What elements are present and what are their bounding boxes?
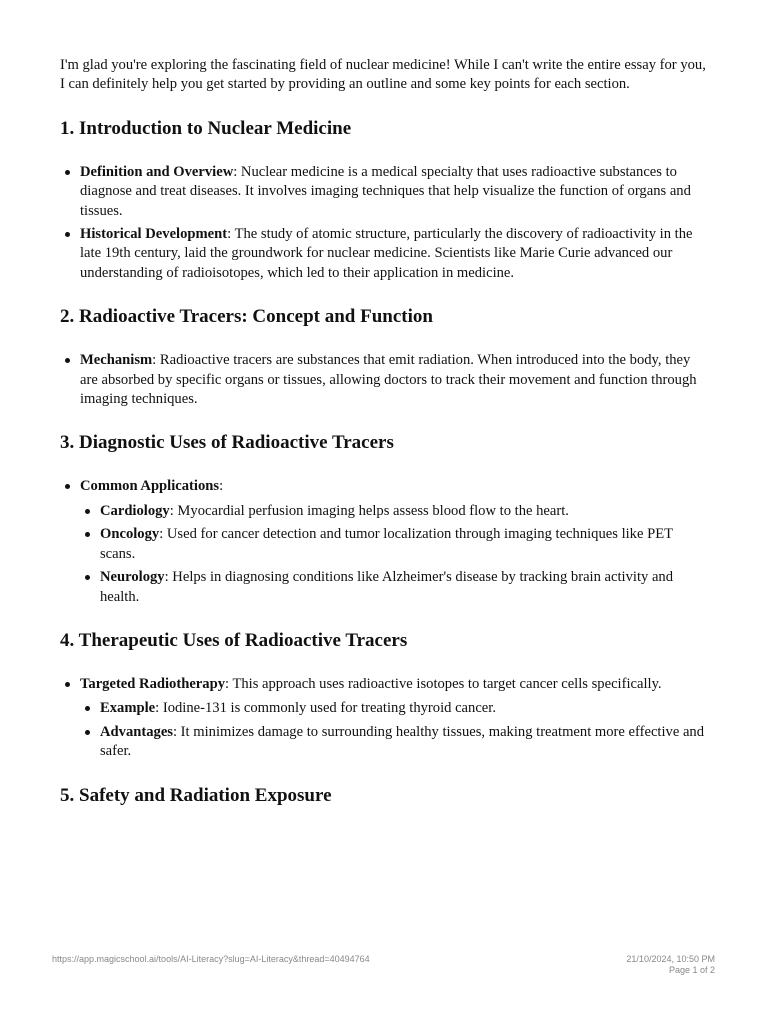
section-list-introduction — [60, 163, 710, 283]
list-item-text: : This approach uses radioactive isotopes to target cancer cells specifically. — [225, 675, 662, 692]
section-heading-therapeutic-uses: 4. Therapeutic Uses of Radioactive Tracers — [60, 629, 408, 651]
sub-list-item-text: : It minimizes damage to surrounding healthy tissues, making treatment more effective and safer. — [100, 723, 705, 760]
list-item-text: : Nuclear medicine is a medical specialty that uses radioactive substances to diagnose and treat diseases. It involves imaging techniques that help visualize the function of organs and tissues. — [80, 163, 691, 219]
section-list-diagnostic-uses — [60, 477, 710, 606]
list-item — [80, 225, 710, 283]
document-body — [60, 56, 710, 808]
list-item — [80, 163, 710, 221]
sub-list-item — [100, 723, 710, 762]
sub-list-item-term: Advantages — [100, 723, 173, 740]
list-item — [80, 477, 710, 606]
section-heading-diagnostic-uses: 3. Diagnostic Uses of Radioactive Tracers — [60, 432, 394, 454]
section-heading-safety: 5. Safety and Radiation Exposure — [60, 784, 332, 806]
list-item-term: Targeted Radiotherapy — [80, 675, 225, 692]
footer-datetime: 21/10/2024, 10:50 PM — [626, 954, 715, 964]
sub-list-item-text: : Iodine-131 is commonly used for treating thyroid cancer. — [155, 700, 496, 717]
section-list-tracers-concept — [60, 351, 710, 409]
sub-list-item-term: Neurology — [100, 569, 165, 586]
sub-list-item — [100, 699, 710, 718]
intro-paragraph: I'm glad you're exploring the fascinating field of nuclear medicine! While I can't write the entire essay for you, I can definitely help you get started by providing an outline and some key points for each section. — [60, 57, 706, 93]
footer-page-number: Page 1 of 2 — [668, 965, 715, 975]
list-item — [80, 351, 710, 409]
list-item-text: : — [219, 478, 224, 495]
sub-list — [80, 699, 710, 761]
list-item-term: Definition and Overview — [80, 163, 234, 180]
footer-meta — [626, 954, 715, 976]
sub-list-item-term: Oncology — [100, 526, 160, 543]
sub-list-item — [100, 525, 710, 564]
list-item-text: : The study of atomic structure, particularly the discovery of radioactivity in the late 19th century, laid the groundwork for nuclear medicine. Scientists like Marie Curie advanced our understanding of radioisotopes, which led to their application in medicine. — [80, 226, 693, 281]
list-item — [80, 675, 710, 762]
list-item-term: Common Applications — [80, 478, 220, 495]
sub-list — [80, 502, 710, 607]
footer-url: https://app.magicschool.ai/tools/AI-Literacy?slug=AI-Literacy&thread=40494764 — [52, 954, 370, 964]
sub-list-item-text: : Used for cancer detection and tumor localization through imaging techniques like PET scans. — [100, 526, 673, 562]
section-heading-tracers-concept: 2. Radioactive Tracers: Concept and Function — [60, 306, 433, 328]
sub-list-item-text: : Helps in diagnosing conditions like Alzheimer's disease by tracking brain activity and health. — [100, 569, 674, 605]
section-list-therapeutic-uses — [60, 675, 710, 762]
list-item-term: Historical Development — [80, 226, 228, 243]
sub-list-item-term: Example — [100, 700, 156, 717]
sub-list-item — [100, 568, 710, 607]
sub-list-item-text: : Myocardial perfusion imaging helps assess blood flow to the heart. — [169, 502, 569, 519]
section-heading-introduction: 1. Introduction to Nuclear Medicine — [60, 117, 352, 139]
sub-list-item-term: Cardiology — [100, 502, 170, 519]
list-item-term: Mechanism — [80, 352, 153, 369]
sub-list-item — [100, 502, 710, 521]
list-item-text: : Radioactive tracers are substances that emit radiation. When introduced into the body, they are absorbed by specific organs or tissues, allowing doctors to track their movement and function through imaging techniques. — [80, 352, 697, 408]
